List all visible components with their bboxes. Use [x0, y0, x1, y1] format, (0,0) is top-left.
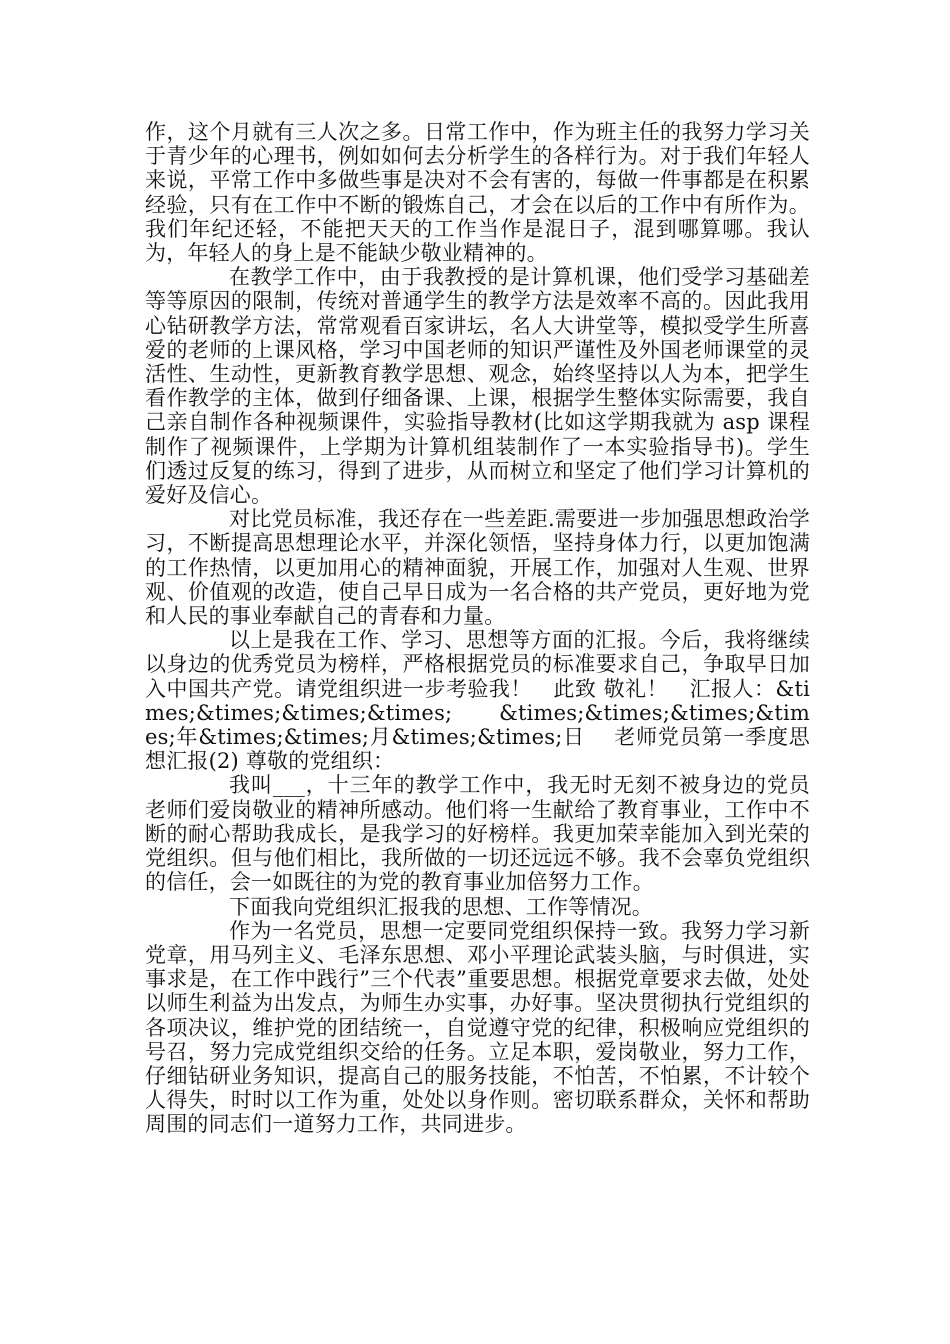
paragraph-3: 对比党员标准，我还存在一些差距.需要进一步加强思想政治学习，不断提高思想理论水平，并深化领悟，坚持身体力行，以更加饱满的工作热情，以更加用心的精神面貌，开展工作，加强对人生观、世界观、价值观的改造，使自己早日成为一名合格的共产党员，更好地为党和人民的事业奉献自己的青春和力量。 [145, 507, 810, 629]
paragraph-1: 作，这个月就有三人次之多。日常工作中，作为班主任的我努力学习关于青少年的心理书，例如如何去分析学生的各样行为。对于我们年轻人来说，平常工作中多做些事是决对不会有害的，每做一件事都是在积累经验，只有在工作中不断的锻炼自己，才会在以后的工作中有所作为。我们年纪还轻，不能把天天的工作当作是混日子，混到哪算哪。我认为，年轻人的身上是不能缺少敬业精神的。 [145, 120, 810, 266]
paragraph-6: 下面我向党组织汇报我的思想、工作等情况。 [229, 894, 653, 919]
document-body [145, 120, 810, 1137]
paragraph-4: 以上是我在工作、学习、思想等方面的汇报。今后，我将继续以身边的优秀党员为榜样，严格根据党员的标准要求自己，争取早日加入中国共产党。请党组织进一步考验我！ 此致 敬礼！ 汇报人：&times;&times;&times;&times; &times;&times;&times;&times;年&times;&times;月&times;&times;日 老师党员第一季度思想汇报(2) 尊敬的党组织： [145, 628, 810, 774]
paragraph-7: 作为一名党员，思想一定要同党组织保持一致。我努力学习新党章，用马列主义、毛泽东思想、邓小平理论武装头脑，与时俱进，实事求是，在工作中践行”三个代表”重要思想。根据党章要求去做，处处以师生利益为出发点，为师生办实事，办好事。坚决贯彻执行党组织的各项决议，维护党的团结统一，自觉遵守党的纪律，积极响应党组织的号召，努力完成党组织交给的任务。立足本职，爱岗敬业，努力工作，仔细钻研业务知识，提高自己的服务技能，不怕苦，不怕累，不计较个人得失，时时以工作为重，处处以身作则。密切联系群众，关怀和帮助周围的同志们一道努力工作，共同进步。 [145, 918, 810, 1137]
paragraph-5: 我叫___，十三年的教学工作中，我无时无刻不被身边的党员老师们爱岗敬业的精神所感动。他们将一生献给了教育事业，工作中不断的耐心帮助我成长，是我学习的好榜样。我更加荣幸能加入到光荣的党组织。但与他们相比，我所做的一切还远远不够。我不会辜负党组织的信任，会一如既往的为党的教育事业加倍努力工作。 [145, 773, 810, 895]
paragraph-2: 在教学工作中，由于我教授的是计算机课，他们受学习基础差等等原因的限制，传统对普通学生的教学方法是效率不高的。因此我用心钻研教学方法，常常观看百家讲坛，名人大讲堂等，模拟受学生所喜爱的老师的上课风格，学习中国老师的知识严谨性及外国老师课堂的灵活性、生动性，更新教育教学思想、观念，始终坚持以人为本，把学生看作教学的主体，做到仔细备课、上课，根据学生整体实际需要，我自己亲自制作各种视频课件，实验指导教材(比如这学期我就为 asp 课程制作了视频课件，上学期为计算机组装制作了一本实验指导书)。学生们透过反复的练习，得到了进步，从而树立和坚定了他们学习计算机的爱好及信心。 [145, 265, 810, 508]
